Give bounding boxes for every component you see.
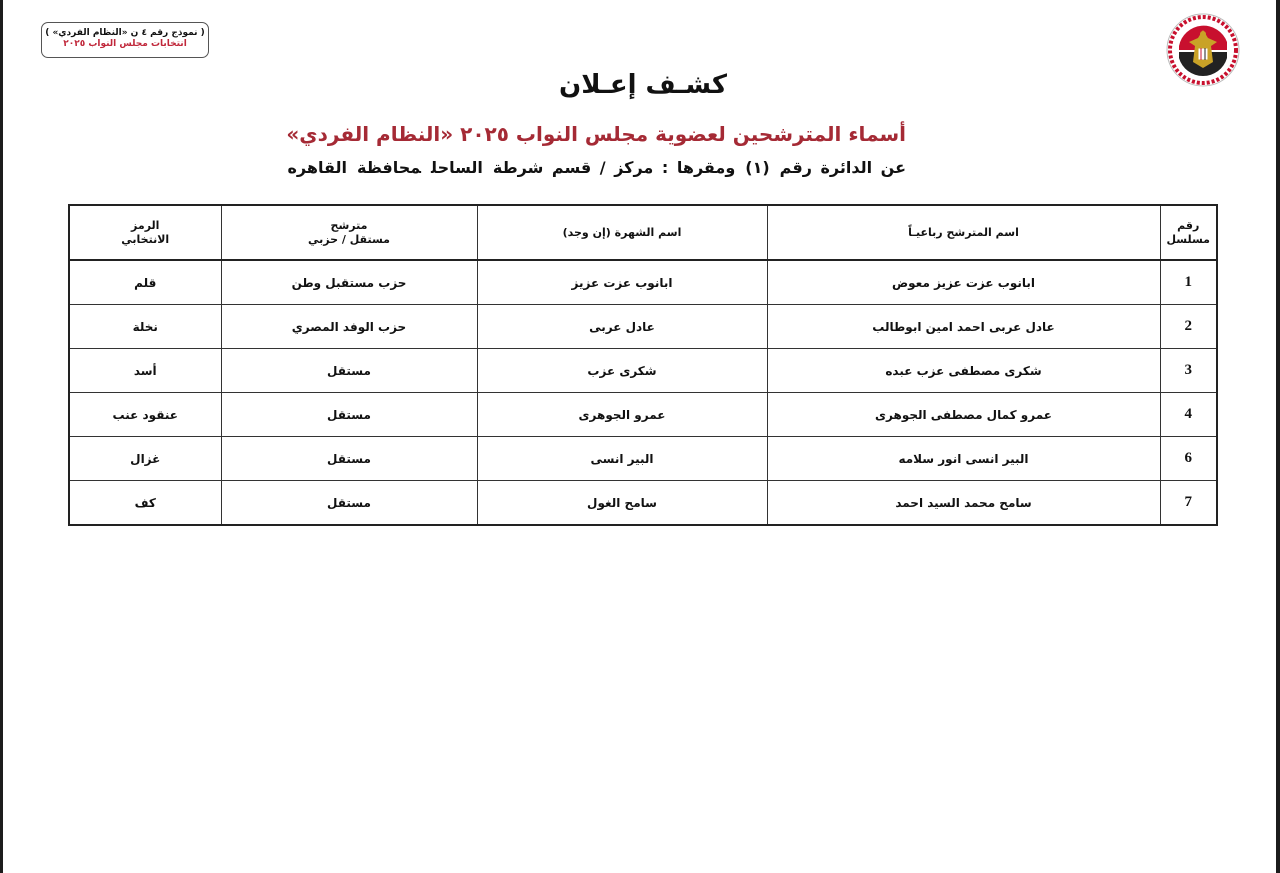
cell-full-name: شكرى مصطفى عزب عبده bbox=[767, 349, 1160, 393]
cell-serial: 3 bbox=[1160, 349, 1217, 393]
cell-known-as: سامح الغول bbox=[477, 481, 767, 526]
cell-type: مستقل bbox=[221, 349, 477, 393]
cell-full-name: عمرو كمال مصطفى الجوهرى bbox=[767, 393, 1160, 437]
governorate-label: محافظة bbox=[357, 158, 422, 177]
cell-symbol: نخلة bbox=[69, 305, 221, 349]
cell-full-name: البير انسى انور سلامه bbox=[767, 437, 1160, 481]
district-number: (١) bbox=[745, 158, 770, 177]
page-title: كشـف إعـلان bbox=[559, 70, 727, 100]
table-row bbox=[69, 349, 1217, 393]
form-number-box bbox=[41, 22, 209, 58]
cell-known-as: ابانوب عزت عزيز bbox=[477, 260, 767, 305]
cell-known-as: البير انسى bbox=[477, 437, 767, 481]
cell-symbol: غزال bbox=[69, 437, 221, 481]
cell-type: مستقل bbox=[221, 393, 477, 437]
cell-type: مستقل bbox=[221, 437, 477, 481]
cell-full-name: سامح محمد السيد احمد bbox=[767, 481, 1160, 526]
cell-symbol: أسد bbox=[69, 349, 221, 393]
candidates-table bbox=[68, 204, 1218, 526]
cell-known-as: شكرى عزب bbox=[477, 349, 767, 393]
document-page bbox=[3, 0, 1276, 873]
cell-symbol: كف bbox=[69, 481, 221, 526]
table-row bbox=[69, 437, 1217, 481]
cell-type: حزب الوفد المصري bbox=[221, 305, 477, 349]
district-info bbox=[277, 158, 906, 177]
district-seat: الساحل bbox=[431, 158, 483, 177]
table-header-row bbox=[69, 205, 1217, 260]
cell-serial: 2 bbox=[1160, 305, 1217, 349]
cell-symbol: قلم bbox=[69, 260, 221, 305]
table-row bbox=[69, 305, 1217, 349]
cell-known-as: عادل عربى bbox=[477, 305, 767, 349]
cell-full-name: ابانوب عزت عزيز معوض bbox=[767, 260, 1160, 305]
cell-symbol: عنقود عنب bbox=[69, 393, 221, 437]
district-seat-label: ومقرها : مركز / قسم شرطة bbox=[492, 158, 736, 177]
cell-type: حزب مستقبل وطن bbox=[221, 260, 477, 305]
table-row bbox=[69, 393, 1217, 437]
header-full-name: اسم المترشح رباعيـاً bbox=[767, 205, 1160, 260]
cell-full-name: عادل عربى احمد امين ابوطالب bbox=[767, 305, 1160, 349]
form-number-label: ( نموذج رقم ٤ ن «النظام الفردي» ) bbox=[45, 28, 205, 38]
header-type: مترشح مستقل / حزبي bbox=[221, 205, 477, 260]
cell-known-as: عمرو الجوهرى bbox=[477, 393, 767, 437]
district-number-label: عن الدائرة رقم bbox=[779, 158, 906, 177]
table-row bbox=[69, 481, 1217, 526]
header-symbol: الرمز الانتخابي bbox=[69, 205, 221, 260]
governorate: القاهره bbox=[287, 158, 347, 177]
cell-serial: 1 bbox=[1160, 260, 1217, 305]
elections-label: انتخابات مجلس النواب ٢٠٢٥ bbox=[63, 39, 187, 49]
cell-serial: 7 bbox=[1160, 481, 1217, 526]
cell-serial: 4 bbox=[1160, 393, 1217, 437]
page-subtitle: أسماء المترشحين لعضوية مجلس النواب ٢٠٢٥ «النظام الفردي» bbox=[286, 122, 906, 146]
cell-serial: 6 bbox=[1160, 437, 1217, 481]
cell-type: مستقل bbox=[221, 481, 477, 526]
header-serial: رقم مسلسل bbox=[1160, 205, 1217, 260]
table-row bbox=[69, 260, 1217, 305]
header-known-as: اسم الشهرة (إن وجد) bbox=[477, 205, 767, 260]
